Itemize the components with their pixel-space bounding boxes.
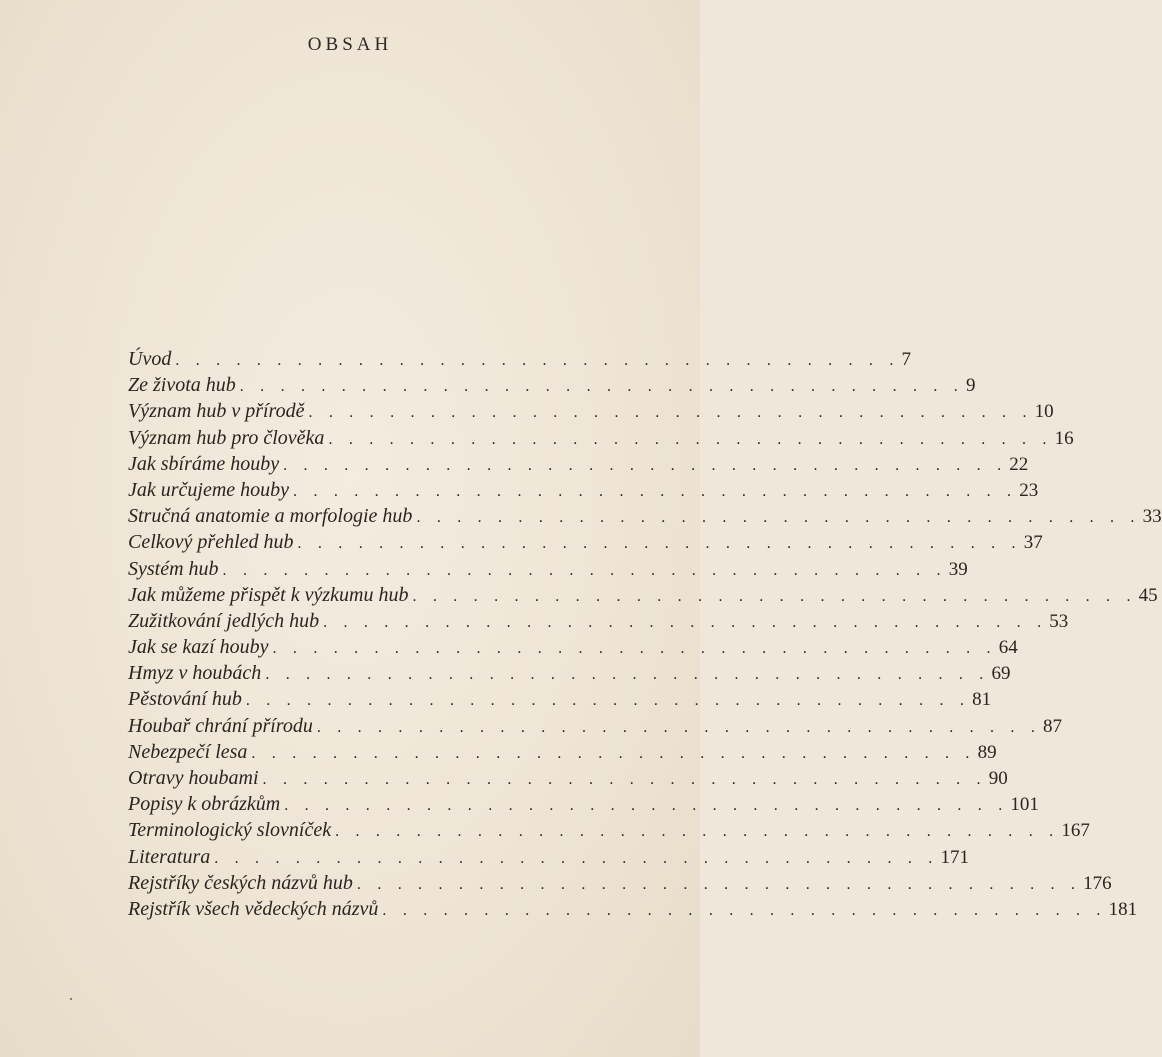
- toc-entry-title: Systém hub: [128, 557, 219, 580]
- toc-entry-page-number: 64: [998, 637, 1018, 659]
- toc-entry-page-number: 181: [1108, 898, 1138, 920]
- toc-entry: [128, 686, 992, 712]
- toc-entry: [128, 870, 1112, 896]
- toc-entry: [128, 660, 1011, 686]
- toc-entry: [128, 896, 1138, 922]
- toc-dot-leader: . . . . . . . . . . . . . . . . . . . . . . . . . . . . . . . . . . . .: [284, 797, 1009, 815]
- toc-entry-page-number: 22: [1009, 453, 1029, 475]
- toc-dot-leader: . . . . . . . . . . . . . . . . . . . . . . . . . . . . . . . . . . . .: [308, 404, 1033, 422]
- toc-dot-leader: . . . . . . . . . . . . . . . . . . . . . . . . . . . . . . . . . . . .: [323, 613, 1048, 631]
- toc-entry: [128, 765, 1008, 791]
- toc-dot-leader: . . . . . . . . . . . . . . . . . . . . . . . . . . . . . . . . . . . .: [214, 849, 939, 867]
- toc-entry-page-number: 33: [1142, 506, 1162, 528]
- toc-entry-title: Význam hub pro člověka: [128, 426, 325, 449]
- toc-entry: [128, 451, 1029, 477]
- toc-entry: [128, 634, 1018, 660]
- toc-entry-page-number: 167: [1061, 820, 1090, 842]
- toc-entry-page-number: 16: [1054, 427, 1074, 449]
- toc-entry-page-number: 89: [977, 741, 997, 763]
- toc-entry-title: Jak sbíráme houby: [128, 452, 280, 475]
- toc-dot-leader: . . . . . . . . . . . . . . . . . . . . . . . . . . . . . . . . . . . .: [239, 378, 964, 396]
- toc-entry-page-number: 101: [1010, 794, 1039, 816]
- toc-entry-title: Terminologický slovníček: [128, 819, 332, 842]
- toc-entry-page-number: 37: [1023, 532, 1043, 554]
- toc-dot-leader: . . . . . . . . . . . . . . . . . . . . . . . . . . . . . . . . . . . .: [356, 875, 1082, 893]
- toc-entry-page-number: 87: [1043, 715, 1063, 737]
- toc-dot-leader: . . . . . . . . . . . . . . . . . . . . . . . . . . . . . . . . . . . .: [382, 901, 1107, 919]
- toc-dot-leader: . . . . . . . . . . . . . . . . . . . . . . . . . . . . . . . . . . . .: [262, 771, 987, 788]
- toc-entry-title: Ze života hub: [128, 374, 236, 397]
- toc-dot-leader: . . . . . . . . . . . . . . . . . . . . . . . . . . . . . . . . . . . .: [416, 509, 1141, 527]
- page-heading: OBSAH: [307, 34, 393, 55]
- toc-entry-title: Hmyz v houbách: [128, 662, 262, 685]
- toc-entry-page-number: 176: [1083, 872, 1112, 894]
- toc-entry: [128, 529, 1043, 555]
- toc-entry: [128, 713, 1063, 739]
- toc-dot-leader: . . . . . . . . . . . . . . . . . . . . . . . . . . . . . . . . . . . .: [245, 692, 971, 710]
- toc-entry-title: Celkový přehled hub: [128, 531, 294, 554]
- toc-entry-title: Literatura: [128, 845, 211, 868]
- toc-entry: [128, 372, 976, 398]
- toc-entry: [128, 844, 969, 870]
- toc-dot-leader: . . . . . . . . . . . . . . . . . . . . . . . . . . . . . . . . . . . .: [297, 535, 1022, 553]
- toc-entry-title: Jak se kazí houby: [128, 636, 269, 659]
- toc-entry: [128, 425, 1074, 451]
- toc-entry-title: Význam hub v přírodě: [128, 400, 305, 423]
- toc-entry: [128, 346, 912, 372]
- toc-entry-page-number: 7: [901, 349, 912, 370]
- toc-entry: [128, 608, 1069, 634]
- toc-entry-title: Houbař chrání přírodu: [128, 714, 313, 737]
- toc-entry-title: Pěstování hub: [128, 688, 242, 711]
- toc-dot-leader: . . . . . . . . . . . . . . . . . . . . . . . . . . . . . . . . . . . .: [328, 430, 1053, 448]
- toc-entry-page-number: 53: [1049, 610, 1069, 632]
- toc-dot-leader: . . . . . . . . . . . . . . . . . . . . . . . . . . . . . . . . . . . .: [222, 561, 947, 579]
- toc-entry: [128, 477, 1039, 503]
- toc-entry: [128, 739, 997, 765]
- toc-entry: [128, 817, 1090, 843]
- toc-entry-page-number: 171: [940, 846, 969, 868]
- toc-dot-leader: . . . . . . . . . . . . . . . . . . . . . . . . . . . . . . . . . . . .: [316, 718, 1042, 736]
- toc-entry-title: Stručná anatomie a morfologie hub: [128, 505, 413, 528]
- toc-entry: [128, 503, 1162, 529]
- toc-entry-page-number: 69: [991, 663, 1011, 685]
- toc-entry-title: Otravy houbami: [128, 767, 259, 789]
- toc-entry-page-number: 39: [948, 558, 968, 580]
- toc-entry-title: Rejstříky českých názvů hub: [128, 871, 353, 894]
- toc-entry-page-number: 45: [1138, 584, 1158, 606]
- toc-entry-title: Rejstřík všech vědeckých názvů: [128, 897, 379, 920]
- toc-entry-page-number: 90: [988, 768, 1008, 789]
- toc-dot-leader: . . . . . . . . . . . . . . . . . . . . . . . . . . . . . . . . . . . .: [265, 666, 990, 684]
- toc-entry-page-number: 9: [965, 375, 976, 397]
- toc-entry-title: Jak můžeme přispět k výzkumu hub: [128, 583, 409, 606]
- toc-dot-leader: . . . . . . . . . . . . . . . . . . . . . . . . . . . . . . . . . . . .: [283, 456, 1008, 474]
- toc-entry: [128, 398, 1054, 424]
- toc-entry-title: Zužitkování jedlých hub: [128, 609, 320, 632]
- toc-entry: [128, 791, 1039, 817]
- toc-entry: [128, 556, 968, 582]
- toc-dot-leader: . . . . . . . . . . . . . . . . . . . . . . . . . . . . . . . . . . . .: [412, 587, 1137, 605]
- table-of-contents: [128, 346, 1162, 922]
- toc-dot-leader: . . . . . . . . . . . . . . . . . . . . . . . . . . . . . . . . . . . .: [293, 482, 1018, 500]
- toc-entry-title: Popisy k obrázkům: [128, 793, 281, 816]
- toc-entry-page-number: 23: [1019, 479, 1039, 501]
- toc-dot-leader: . . . . . . . . . . . . . . . . . . . . . . . . . . . . . . . . . . . .: [335, 823, 1060, 841]
- toc-entry-title: Úvod: [128, 348, 172, 370]
- toc-dot-leader: . . . . . . . . . . . . . . . . . . . . . . . . . . . . . . . . . . . .: [251, 744, 976, 762]
- toc-dot-leader: . . . . . . . . . . . . . . . . . . . . . . . . . . . . . . . . . . . .: [175, 352, 900, 369]
- toc-entry-title: Jak určujeme houby: [128, 478, 290, 501]
- toc-entry-page-number: 10: [1034, 401, 1054, 423]
- toc-dot-leader: . . . . . . . . . . . . . . . . . . . . . . . . . . . . . . . . . . . .: [272, 640, 997, 658]
- toc-entry: [128, 582, 1158, 608]
- paper-speck: [70, 998, 72, 1000]
- toc-entry-page-number: 81: [972, 689, 992, 711]
- toc-entry-title: Nebezpečí lesa: [128, 740, 248, 763]
